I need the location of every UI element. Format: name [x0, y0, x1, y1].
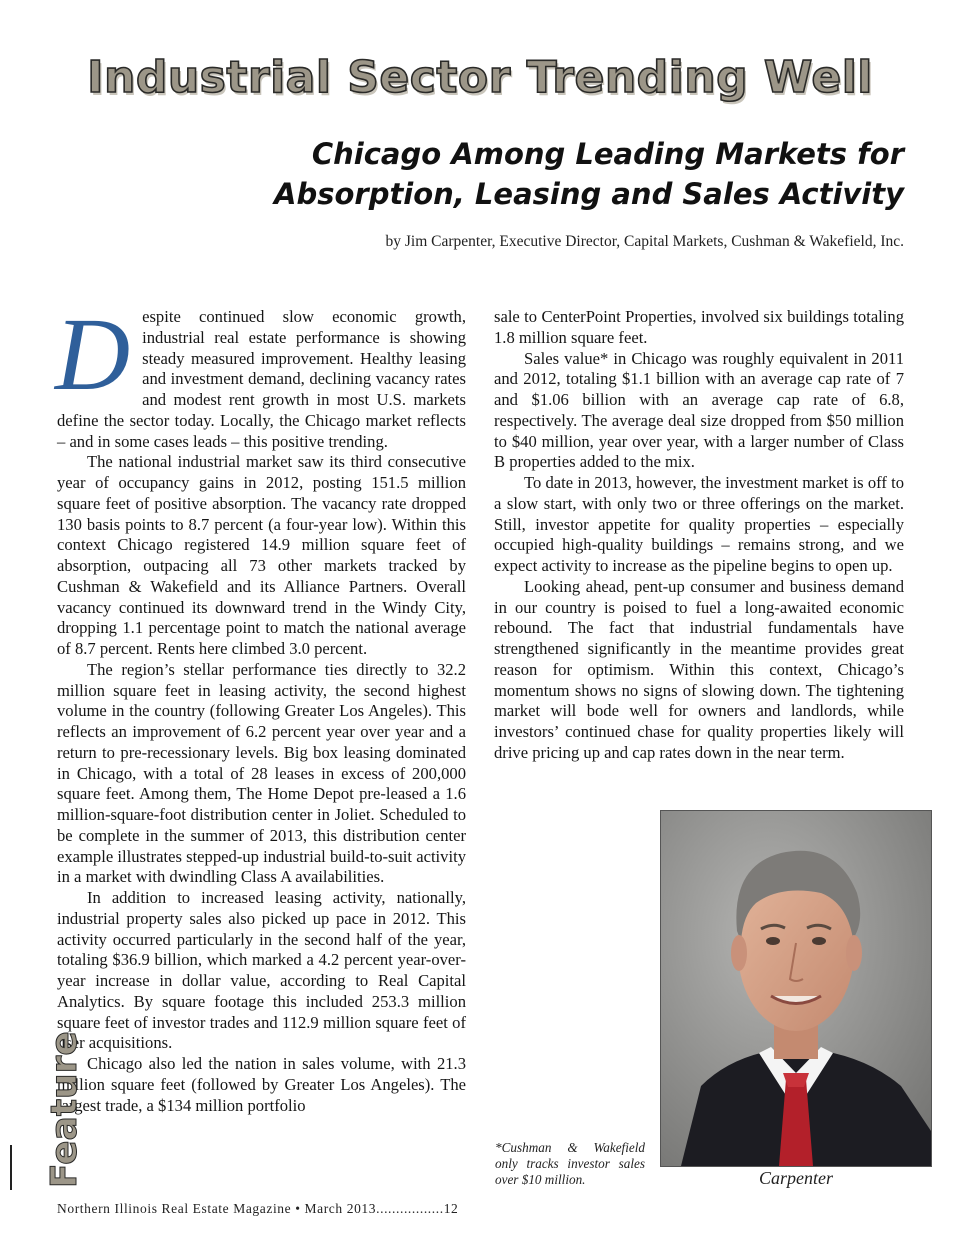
subheadline-line-1: Chicago Among Leading Markets for: [311, 137, 904, 171]
paragraph-text: espite continued slow economic growth, industrial real estate performance is showing steady measured improvement. Healthy leasing and investment demand, declining vacancy rates and modest rent growth in most U.S. markets define the sector today. Locally, the Chicago market reflects – and in some cases leads – this positive trending.: [57, 307, 466, 451]
article-column-right: [494, 307, 904, 764]
article-column-left: [55, 297, 466, 1116]
article-paragraph: sale to CenterPoint Properties, involved six buildings totaling 1.8 million square feet.: [494, 307, 904, 347]
article-paragraph: To date in 2013, however, the investment market is off to a slow start, with only two or three offerings on the market. Still, investor appetite for quality properties – especially occupied high-quality buildings – remains strong, and we expect activity to increase as the pipeline begins to open up.: [494, 473, 904, 575]
article-paragraph: The national industrial market saw its third consecutive year of occupancy gains in 2012, posting 151.5 million square feet of positive absorption. The vacancy rate dropped 130 basis points to 8.7 percent (a four-year low). Within this context Chicago registered 14.9 million square feet of absorption, outpacing all 73 other markets tracked by Cushman & Wakefield and its Alliance Partners. Overall vacancy continued its downward trend in the Windy City, dropping 1.1 percentage point to match the national average of 8.7 percent. Rents here climbed 3.0 percent.: [57, 452, 466, 658]
section-tab-bar: [10, 1145, 12, 1190]
article-paragraph: Sales value* in Chicago was roughly equivalent in 2011 and 2012, totaling $1.1 billion with an average cap rate of 7 and $1.06 billion with an average cap rate of 6.8, respectively. The average deal size dropped from $50 million to $40 million, year over year, with a larger number of Class B properties added to the mix.: [494, 348, 904, 472]
headline: Industrial Sector Trending Well: [87, 52, 873, 103]
article-paragraph: Looking ahead, pent-up consumer and business demand in our country is poised to fuel a long-awaited economic rebound. The fact that industrial fundamentals have strengthened significantly in the meantime provides great reason for optimism. Within this context, Chicago’s momentum shows no signs of slowing down. The tightening market will bode well for owners and landlords, while investors’ continued chase for quality properties likely will drive pricing up and cap rates down in the near term.: [494, 576, 904, 762]
article-paragraph: In addition to increased leasing activity, nationally, industrial property sales also picked up pace in 2012. This activity occurred particularly in the second half of the year, totaling $36.9 billion, which marked a 4.2 percent year-over-year increase in dollar value, according to Real Capital Analytics. By square footage this included 253.3 million square feet of investor trades and 112.9 million square feet of user acquisitions.: [57, 888, 466, 1053]
subheadline: [274, 134, 904, 214]
subheadline-line-2: Absorption, Leasing and Sales Activity: [274, 177, 904, 211]
page-footer: Northern Illinois Real Estate Magazine • March 2013.................12: [57, 1201, 459, 1216]
drop-cap: D: [55, 297, 131, 412]
article-paragraph: [55, 297, 466, 452]
author-photo: [660, 810, 932, 1167]
byline: by Jim Carpenter, Executive Director, Capital Markets, Cushman & Wakefield, Inc.: [385, 233, 904, 250]
section-tab-label: Feature: [44, 1031, 85, 1188]
footnote: *Cushman & Wakefield only tracks investor sales over $10 million.: [495, 1140, 645, 1187]
article-paragraph: The region’s stellar performance ties directly to 32.2 million square feet in leasing activity, the second highest volume in the country (following Greater Los Angeles). This reflects an improvement of 6.2 percent year over year and a return to pre-recessionary levels. Big box leasing dominated in Chicago, with a total of 28 leases in excess of 200,000 square feet. Among them, The Home Depot pre-leased a 1.6 million-square-foot distribution center in Joliet. Scheduled to be complete in the summer of 2013, this distribution center example illustrates stepped-up industrial build-to-suit activity in a market with dwindling Class A availabilities.: [57, 659, 466, 887]
photo-caption: Carpenter: [759, 1168, 833, 1188]
portrait-illustration: [661, 811, 931, 1166]
article-paragraph: Chicago also led the nation in sales volume, with 21.3 million square feet (followed by Greater Los Angeles). The largest trade, a $134 million portfolio: [57, 1054, 466, 1115]
